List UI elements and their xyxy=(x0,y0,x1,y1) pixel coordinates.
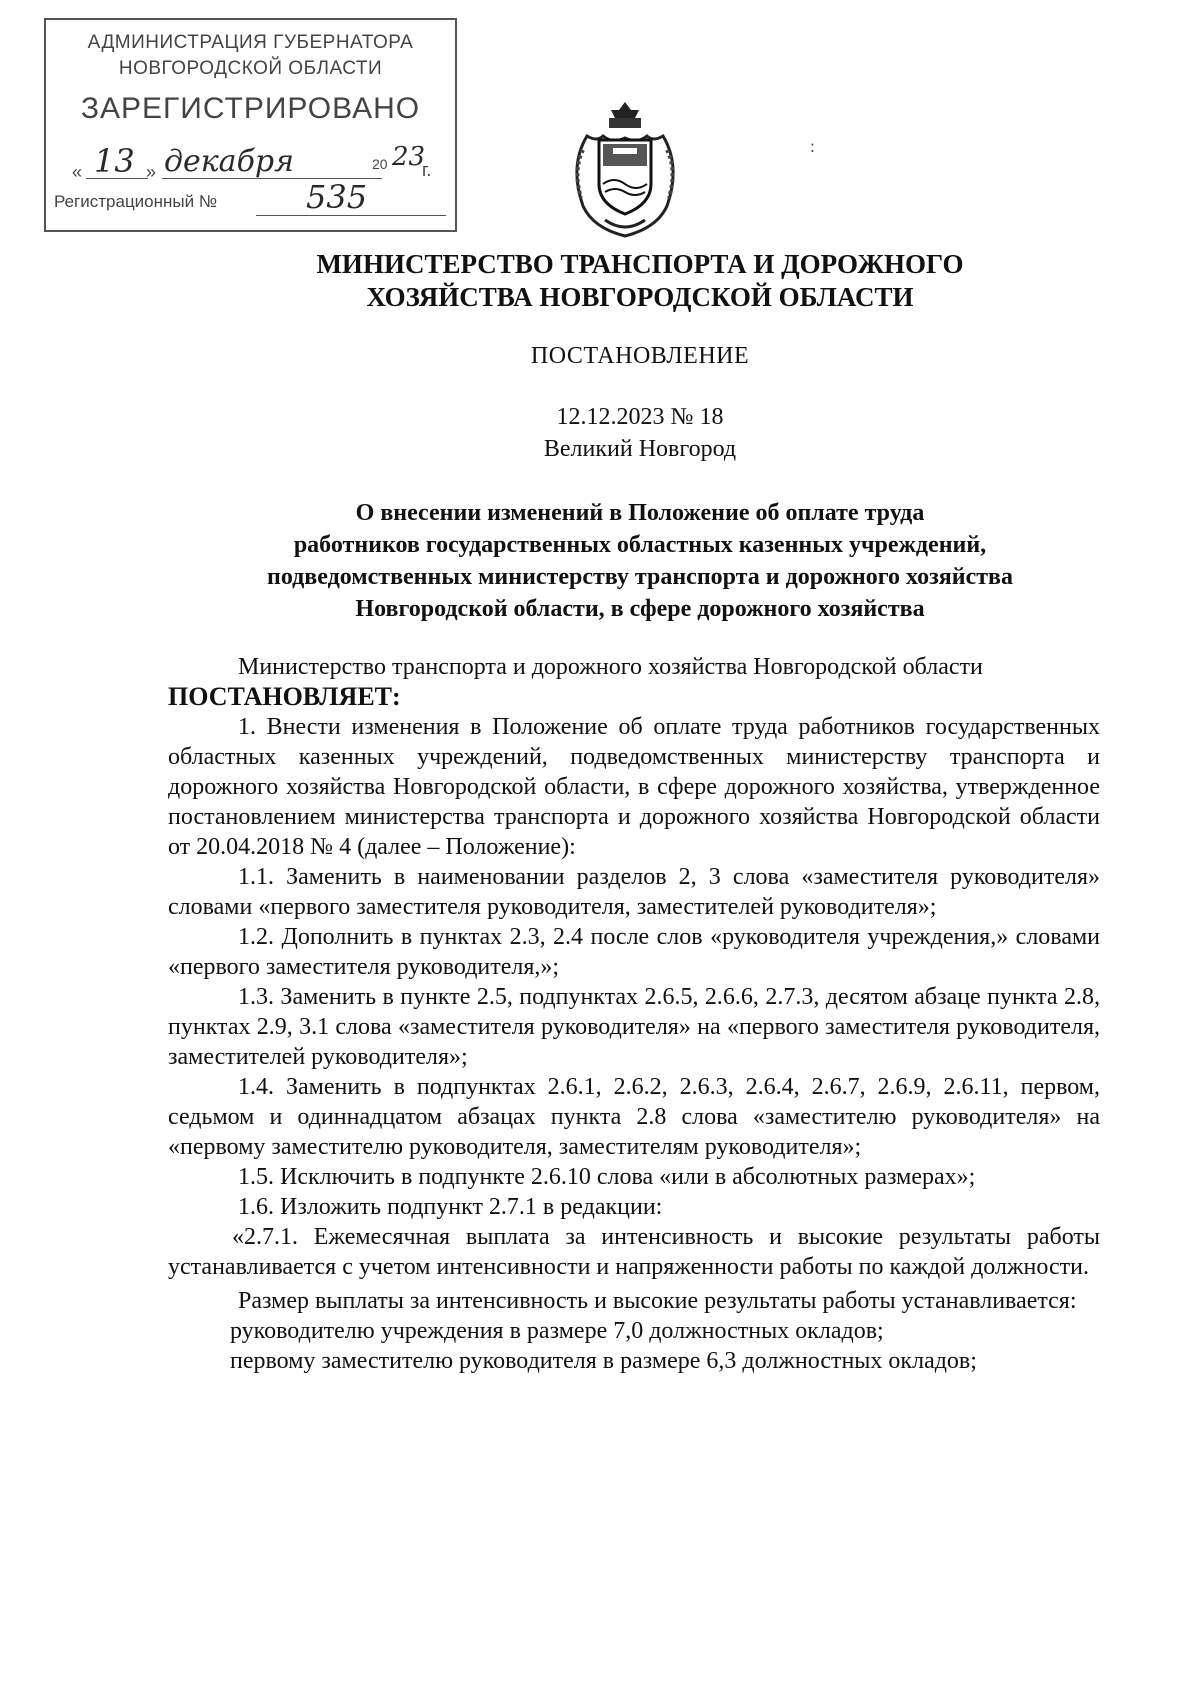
paragraph-1-2: 1.2. Дополнить в пунктах 2.3, 2.4 после слов «руководителя учреждения,» словами «первого заместителя руководителя,»; xyxy=(168,924,1100,980)
stamp-year-unit: г. xyxy=(422,160,432,180)
document-body xyxy=(168,652,1100,1376)
intro-paragraph: Министерство транспорта и дорожного хозяйства Новгородской области xyxy=(238,654,983,680)
stamp-reg-label: Регистрационный № xyxy=(54,192,218,211)
quoted-2-7-1: «2.7.1. Ежемесячная выплата за интенсивность и высокие результаты работы устанавливается с учетом интенсивности и напряженности работы по каждой должности. xyxy=(168,1224,1100,1280)
paragraph-1-4: 1.4. Заменить в подпунктах 2.6.1, 2.6.2, 2.6.3, 2.6.4, 2.6.7, 2.6.9, 2.6.11, первом, седьмом и одиннадцатом абзацах пункта 2.8 слова «заместителю руководителя» на «первому заместителю руководителя, заместителям руководителя»; xyxy=(168,1074,1100,1160)
paragraph-1-5: 1.5. Исключить в подпункте 2.6.10 слова «или в абсолютных размерах»; xyxy=(238,1164,976,1190)
list-item: первому заместителю руководителя в размере 6,3 должностных окладов; xyxy=(230,1348,977,1374)
title-line3: подведомственных министерству транспорта и дорожного хозяйства xyxy=(267,564,1013,590)
stamp-year-prefix: 20 xyxy=(372,156,388,172)
stamp-date xyxy=(72,144,442,184)
stamp-day-underline xyxy=(86,178,148,179)
document-city: Великий Новгород xyxy=(543,436,737,462)
document-title xyxy=(0,497,1200,625)
paragraph-1: 1. Внести изменения в Положение об оплате труда работников государственных областных казенных учреждений, подведомственных министерству транспорта и дорожного хозяйства Новгородской области, в сфере дорожного хозяйства, утвержденное постановлением министерства транспорта и дорожного хозяйства Новгородской области от 20.04.2018 № 4 (далее – Положение): xyxy=(168,714,1100,860)
ministry-name-line1: МИНИСТЕРСТВО ТРАНСПОРТА И ДОРОЖНОГО xyxy=(316,249,964,279)
coat-of-arms-icon xyxy=(565,100,685,240)
stamp-day: 13 xyxy=(94,142,135,180)
title-line2: работников государственных областных казенных учреждений, xyxy=(293,532,987,558)
stamp-month: декабря xyxy=(164,144,294,179)
stamp-year-suffix: 23 xyxy=(392,142,426,172)
stamp-quote-open: « xyxy=(72,162,83,182)
stamp-reg-number: 535 xyxy=(306,178,368,216)
document-date-number: 12.12.2023 № 18 xyxy=(556,404,724,430)
paragraph-1-6: 1.6. Изложить подпункт 2.7.1 в редакции: xyxy=(238,1194,663,1220)
stamp-org-line1: АДМИНИСТРАЦИЯ ГУБЕРНАТОРА xyxy=(87,32,414,53)
resolves-heading: ПОСТАНОВЛЯЕТ: xyxy=(168,682,401,711)
registration-stamp xyxy=(44,18,457,232)
title-line1: О внесении изменений в Положение об оплате труда xyxy=(355,500,925,526)
ministry-name-line2: ХОЗЯЙСТВА НОВГОРОДСКОЙ ОБЛАСТИ xyxy=(366,282,914,312)
size-intro: Размер выплаты за интенсивность и высокие результаты работы устанавливается: xyxy=(238,1288,1077,1314)
scan-mark: : xyxy=(810,136,816,156)
stamp-quote-close: » xyxy=(146,162,157,182)
paragraph-1-3: 1.3. Заменить в пункте 2.5, подпунктах 2.6.5, 2.6.6, 2.7.3, десятом абзаце пункта 2.8, пунктах 2.9, 3.1 слова «заместителя руководителя» на «первого заместителя руководителя, заместителей руководителя»; xyxy=(168,984,1100,1070)
stamp-registered: ЗАРЕГИСТРИРОВАНО xyxy=(80,92,421,125)
ministry-name xyxy=(0,248,1200,314)
stamp-org-line2: НОВГОРОДСКОЙ ОБЛАСТИ xyxy=(118,58,383,79)
stamp-reg-underline xyxy=(256,215,446,216)
list-item: руководителю учреждения в размере 7,0 должностных окладов; xyxy=(230,1318,884,1344)
paragraph-1-1: 1.1. Заменить в наименовании разделов 2, 3 слова «заместителя руководителя» словами «первого заместителя руководителя, заместителей руководителя»; xyxy=(168,864,1100,920)
document-type: ПОСТАНОВЛЕНИЕ xyxy=(530,343,750,369)
title-line4: Новгородской области, в сфере дорожного хозяйства xyxy=(355,596,925,622)
